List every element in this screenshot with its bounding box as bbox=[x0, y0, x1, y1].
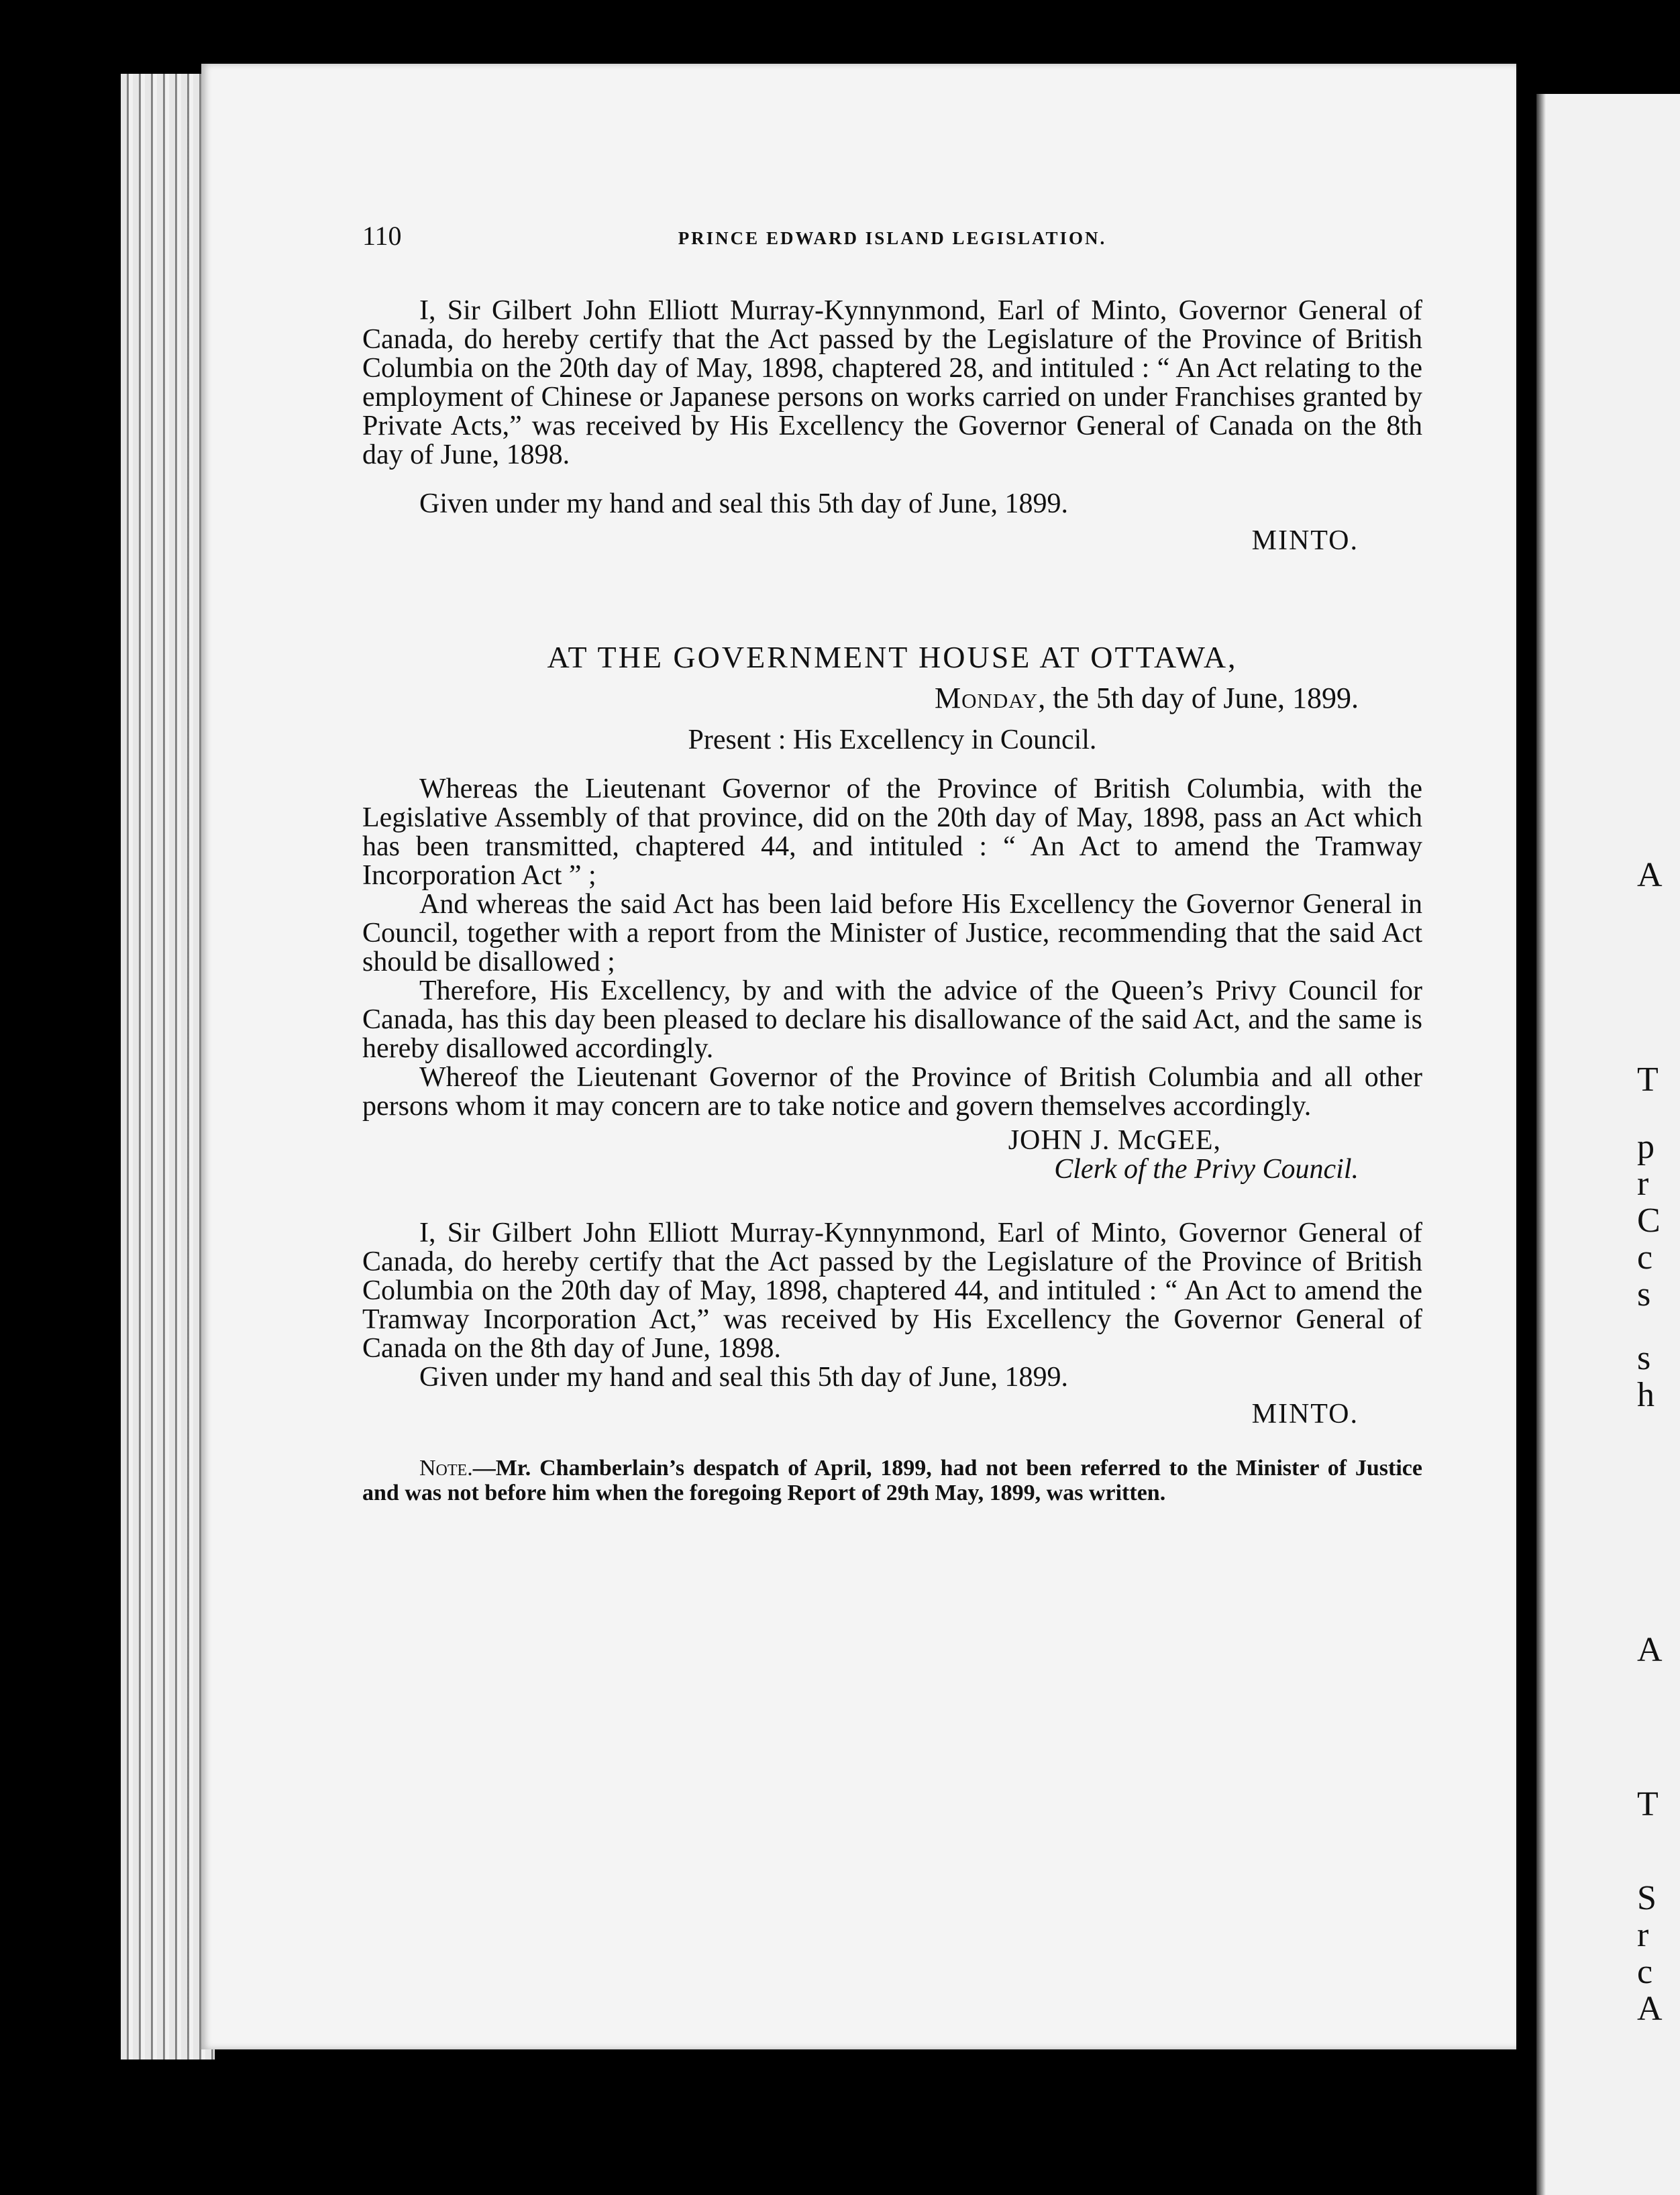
facing-fragment: c bbox=[1637, 1953, 1653, 1991]
order-paragraph: Therefore, His Excellency, by and with the advice of the Queen’s Privy Council for Canada, has this day been pleased to declare his disallowance of the said Act, and the same is hereby disallowed accordingly. bbox=[362, 975, 1422, 1064]
facing-fragment: A bbox=[1637, 1631, 1663, 1669]
footnote bbox=[362, 1456, 1422, 1505]
facing-fragment: h bbox=[1637, 1376, 1655, 1414]
facing-fragment: S bbox=[1637, 1879, 1657, 1917]
facing-fragment: T bbox=[1637, 1785, 1659, 1823]
certificate-2-body: I, Sir Gilbert John Elliott Murray-Kynnynmond, Earl of Minto, Governor General of Canada, do hereby certify that the Act passed by the Legislature of the Province of British Columbia on the 20th day of May, 1898, chaptered 44, and intituled : “ An Act to amend the Tramway Incorporation Act,” was received by His Excellency the Governor General of Canada on the 8th day of June, 1898. bbox=[362, 1218, 1422, 1364]
clerk-title: Clerk of the Privy Council. bbox=[1054, 1154, 1359, 1185]
clerk-name: JOHN J. McGEE, bbox=[1008, 1125, 1221, 1156]
order-present: Present : His Excellency in Council. bbox=[688, 725, 1097, 755]
order-body bbox=[362, 775, 1422, 1121]
facing-fragment: A bbox=[1637, 856, 1663, 894]
certificate-1 bbox=[362, 297, 1422, 555]
facing-fragment: s bbox=[1637, 1275, 1651, 1314]
facing-fragment: A bbox=[1637, 1990, 1663, 2028]
order-date: , the 5th day of June, 1899. bbox=[1038, 682, 1359, 714]
certificate-1-signature: MINTO. bbox=[1251, 525, 1359, 556]
facing-fragment: T bbox=[1637, 1061, 1659, 1099]
page-number: 110 bbox=[362, 221, 402, 251]
facing-fragment: C bbox=[1637, 1201, 1661, 1240]
order-paragraph: Whereof the Lieutenant Governor of the Province of British Columbia and all other persons whom it may concern are to take notice and govern themselves accordingly. bbox=[362, 1062, 1422, 1122]
footnote-text: —Mr. Chamberlain’s despatch of April, 1899, had not been referred to the Minister of Justice and was not before him when the foregoing Report of 29th May, 1899, was written. bbox=[362, 1456, 1422, 1505]
facing-fragment: p bbox=[1637, 1128, 1655, 1166]
order-dateline bbox=[362, 684, 1422, 712]
order-paragraph: Whereas the Lieutenant Governor of the Province of British Columbia, with the Legislative Assembly of that province, did on the 20th day of May, 1898, pass an Act which has been transmitted, chaptered 44, and intituled : “ An Act to amend the Tramway Incorporation Act ” ; bbox=[362, 773, 1422, 891]
facing-fragment: r bbox=[1637, 1165, 1649, 1203]
facing-page bbox=[1536, 94, 1680, 2195]
certificate-2-given: Given under my hand and seal this 5th day of June, 1899. bbox=[419, 1362, 1068, 1393]
order-heading: AT THE GOVERNMENT HOUSE AT OTTAWA, bbox=[547, 640, 1238, 674]
facing-fragment: r bbox=[1637, 1916, 1649, 1954]
facing-fragment: c bbox=[1637, 1238, 1653, 1277]
footnote-lead: Note. bbox=[419, 1456, 473, 1481]
certificate-1-body: I, Sir Gilbert John Elliott Murray-Kynnynmond, Earl of Minto, Governor General of Canada, do hereby certify that the Act passed by the Legislature of the Province of British Columbia on the 20th day of May, 1898, chaptered 28, and intituled : “ An Act relating to the employment of Chinese or Japanese persons on works carried on under Franchises granted by Private Acts,” was received by His Excellency the Governor General of Canada on the 8th day of June, 1898. bbox=[362, 295, 1422, 470]
certificate-2-signature: MINTO. bbox=[1251, 1399, 1359, 1430]
order-day: Monday bbox=[934, 682, 1039, 714]
gutter-shadow bbox=[1536, 94, 1546, 2195]
certificate-2 bbox=[362, 1219, 1422, 1429]
order-paragraph: And whereas the said Act has been laid before His Excellency the Governor General in Council, together with a report from the Minister of Justice, recommending that the said Act should be disallowed ; bbox=[362, 889, 1422, 977]
certificate-1-given: Given under my hand and seal this 5th day of June, 1899. bbox=[419, 488, 1068, 519]
page-text bbox=[362, 221, 1422, 1505]
page-edges bbox=[121, 74, 215, 2059]
page-header bbox=[362, 221, 1422, 262]
facing-fragment: s bbox=[1637, 1339, 1651, 1377]
running-title: PRINCE EDWARD ISLAND LEGISLATION. bbox=[678, 228, 1107, 248]
